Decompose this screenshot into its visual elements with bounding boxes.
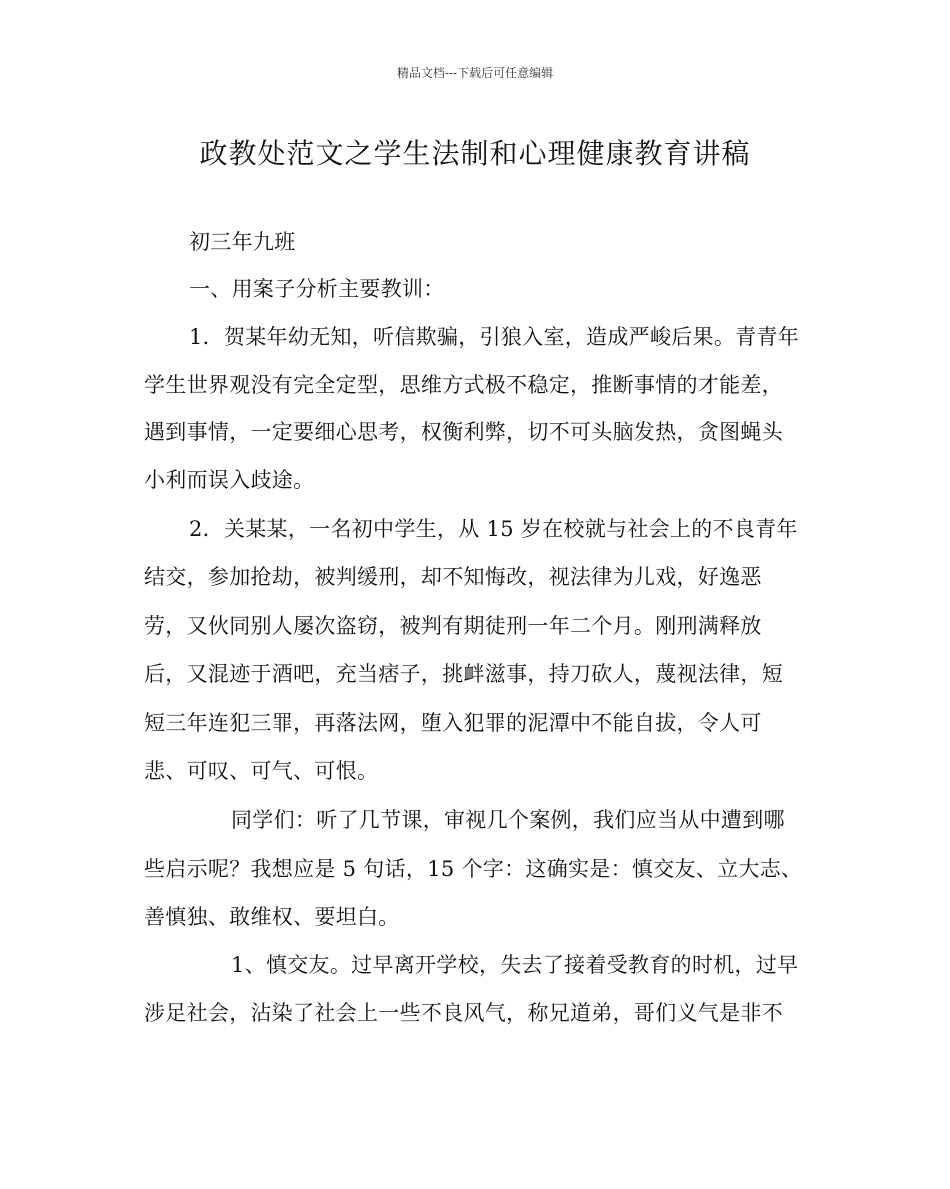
body-line: 1、慎交友。过早离开学校，失去了接着受教育的时机，过早 bbox=[231, 953, 799, 977]
body-line: 后，又混迹于酒吧，充当痞子，挑衅滋事，持刀砍人，蔑视法律，短 bbox=[144, 662, 783, 686]
document-title: 政教处范文之学生法制和心理健康教育讲稿 bbox=[199, 137, 751, 170]
body-line: 学生世界观没有完全定型，思维方式极不稳定，推断事情的才能差， bbox=[144, 373, 783, 397]
body-line: 遇到事情，一定要细心思考，权衡利弊，切不可头脑发热，贪图蝇头 bbox=[144, 420, 783, 444]
body-line: 劳，又伙同别人屡次盗窃，被判有期徒刑一年二个月。刚刑满释放 bbox=[144, 614, 762, 638]
page-header: 精品文档---下载后可任意编辑 bbox=[396, 66, 554, 80]
body-line: 些启示呢？我想应是 5 句话，15 个字：这确实是：慎交友、立大志、 bbox=[144, 857, 803, 881]
body-line: 短三年连犯三罪，再落法网，堕入犯罪的泥潭中不能自拔，令人可 bbox=[144, 711, 762, 735]
body-line: 1．贺某年幼无知，听信欺骗，引狼入室，造成严峻后果。青青年 bbox=[189, 325, 800, 349]
body-line: 初三年九班 bbox=[189, 230, 296, 254]
body-line: 善慎独、敢维权、要坦白。 bbox=[144, 905, 400, 929]
body-line: 结交，参加抢劫，被判缓刑，却不知悔改，视法律为儿戏，好逸恶 bbox=[144, 565, 762, 589]
body-line: 小利而误入歧途。 bbox=[144, 468, 315, 492]
body-line: 2．关某某，一名初中学生，从 15 岁在校就与社会上的不良青年 bbox=[189, 517, 798, 541]
body-line: 同学们：听了几节课，审视几个案例，我们应当从中遭到哪 bbox=[231, 808, 785, 832]
body-line: 悲、可叹、可气、可恨。 bbox=[144, 759, 379, 783]
body-line: 涉足社会，沾染了社会上一些不良风气，称兄道弟，哥们义气是非不 bbox=[144, 1001, 783, 1025]
body-line: 一、用案子分析主要教训： bbox=[189, 277, 445, 301]
